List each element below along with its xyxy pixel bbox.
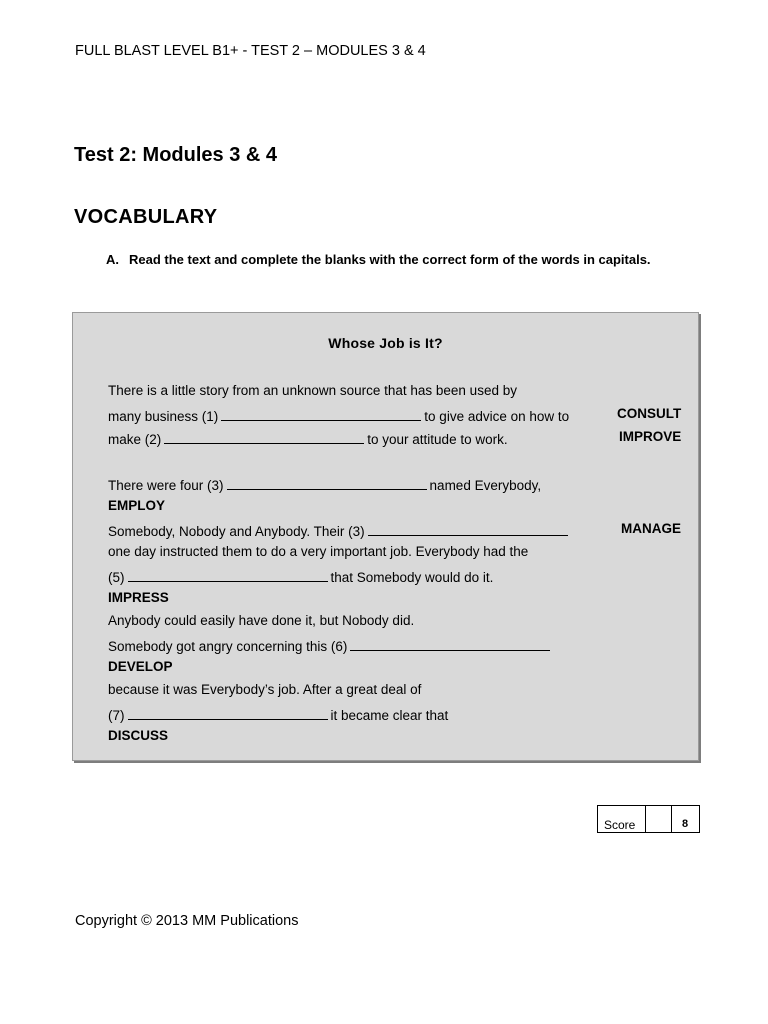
passage-line-8: Anybody could easily have done it, but Nobody did. <box>108 613 415 628</box>
passage-line-11 <box>108 705 448 723</box>
passage-line-2 <box>108 406 569 424</box>
instruction-letter: A. <box>106 252 119 267</box>
page-header: FULL BLAST LEVEL B1+ - TEST 2 – MODULES 3 & 4 <box>75 43 426 59</box>
score-input-cell[interactable] <box>646 806 672 832</box>
line-text: There were four (3) <box>108 478 224 493</box>
passage-line-9 <box>108 636 553 654</box>
keyword-employ: EMPLOY <box>108 498 166 513</box>
line-text: to your attitude to work. <box>367 432 508 447</box>
test-title: Test 2: Modules 3 & 4 <box>74 144 278 166</box>
section-title: VOCABULARY <box>74 206 218 228</box>
blank-5[interactable] <box>128 567 328 582</box>
line-text: (7) <box>108 708 125 723</box>
line-text: (5) <box>108 570 125 585</box>
blank-3[interactable] <box>227 475 427 490</box>
passage-line-5 <box>108 521 571 539</box>
passage-title: Whose Job is It? <box>328 335 443 351</box>
line-text: named Everybody, <box>429 478 542 493</box>
score-box <box>597 805 700 833</box>
blank-6[interactable] <box>350 636 550 651</box>
line-text: Somebody got angry concerning this (6) <box>108 639 348 654</box>
instruction <box>106 252 676 268</box>
score-total: 8 <box>682 818 689 830</box>
passage-box <box>72 312 699 761</box>
passage-line-1: There is a little story from an unknown source that has been used by <box>108 383 517 398</box>
line-text: it became clear that <box>330 708 449 723</box>
keyword-impress: IMPRESS <box>108 590 169 605</box>
line-text: many business (1) <box>108 409 219 424</box>
keyword-discuss: DISCUSS <box>108 728 169 743</box>
keyword-improve: IMPROVE <box>619 429 682 444</box>
passage-line-10: because it was Everybody’s job. After a great deal of <box>108 682 422 697</box>
score-label: Score <box>598 806 646 832</box>
blank-1[interactable] <box>221 406 421 421</box>
line-text: that Somebody would do it. <box>330 570 494 585</box>
instruction-text: Read the text and complete the blanks with the correct form of the words in capitals. <box>129 252 651 267</box>
passage-line-3 <box>108 429 508 447</box>
line-text: to give advice on how to <box>424 409 570 424</box>
keyword-consult: CONSULT <box>617 406 682 421</box>
line-text: make (2) <box>108 432 162 447</box>
keyword-manage: MANAGE <box>621 521 681 536</box>
passage-line-4 <box>108 475 541 493</box>
copyright-footer: Copyright © 2013 MM Publications <box>75 913 299 929</box>
passage-line-7 <box>108 567 493 585</box>
passage-line-6: one day instructed them to do a very important job. Everybody had the <box>108 544 529 559</box>
line-text: Somebody, Nobody and Anybody. Their (3) <box>108 524 365 539</box>
keyword-develop: DEVELOP <box>108 659 173 674</box>
blank-7[interactable] <box>128 705 328 720</box>
blank-4[interactable] <box>368 521 568 536</box>
blank-2[interactable] <box>164 429 364 444</box>
